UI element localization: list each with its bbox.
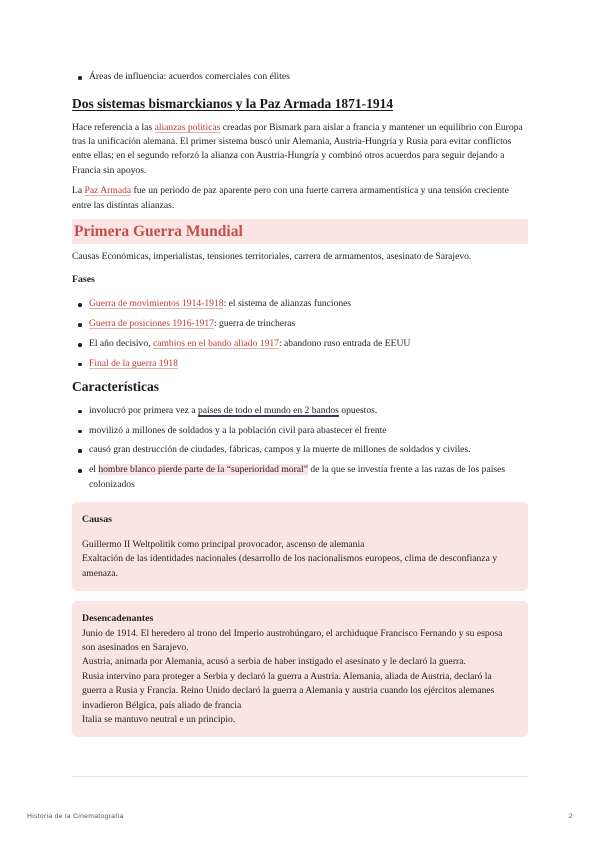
causes-summary: Causas Económicas, imperialistas, tensiones territoriales, carrera de armamentos, asesinato de Sarajevo.: [72, 251, 472, 263]
callout-title: Desencadenantes: [82, 612, 154, 624]
list-item: Áreas de influencia: acuerdos comerciales con élites: [72, 70, 528, 84]
list-item: involucró por primera vez a países de todo el mundo en 2 bandos opuestos.: [72, 404, 528, 418]
paragraph-paz-armada: La Paz Armada fue un periodo de paz aparente pero con una fuerte carrera armamentística y una tensión creciente entre las distintas alianzas.: [72, 185, 509, 211]
link-paz-armada[interactable]: Paz Armada: [84, 185, 132, 197]
phases-list: [72, 297, 528, 371]
phases-heading: Fases: [72, 273, 95, 285]
divider: [72, 776, 528, 777]
callout-causas: [72, 502, 528, 591]
highlighted-text: hombre blanco pierde parte de la “superioridad moral”: [98, 464, 308, 476]
section-heading-bismarck: Dos sistemas bismarckianos y la Paz Armada 1871-1914: [72, 96, 394, 112]
list-item: El año decisivo, cambios en el bando aliado 1917: abandono ruso entrada de EEUU: [72, 337, 528, 351]
list-item: Guerra de posiciones 1916-1917: guerra de trincheras: [72, 317, 528, 331]
characteristics-list: [72, 404, 528, 492]
callout-title: Causas: [82, 514, 112, 526]
callout-line: Guillermo II Weltpolitik como principal provocador, ascenso de alemania: [82, 538, 365, 550]
link-phase-posiciones[interactable]: Guerra de posiciones 1916-1917: [89, 318, 214, 330]
document-body: [72, 70, 528, 737]
page-number: 2: [568, 813, 573, 820]
characteristics-heading: Características: [72, 379, 159, 395]
list-item: el hombre blanco pierde parte de la “superioridad moral” de la que se investía frente a las razas de los países colonizados: [72, 463, 528, 492]
link-phase-cambios[interactable]: cambios en el bando aliado 1917: [152, 338, 279, 350]
paragraph-alliances: Hace referencia a las alianzas políticas creadas por Bismark para aislar a francia y mantener un equilibrio con Europa tras la unificación alemana. El primer sistema buscó unir Alemania, Austria-Hungría y Rusia para evitar conflictos entre ellas; en el segundo reforzó la alianza con Austria-Hungría y combinó otros acuerdos para seguir dejando a Francia sin apoyos.: [72, 121, 523, 176]
list-item: movilizó a millones de soldados y a la población civil para abastecer el frente: [72, 424, 528, 438]
callout-line: Austria, animada por Alemania, acusó a serbia de haber instigado el asesinato y le declaró la guerra.: [82, 656, 466, 668]
top-bullet-list: [72, 70, 528, 84]
section-heading-ww1: Primera Guerra Mundial: [72, 219, 528, 244]
list-item: [72, 357, 528, 371]
page-footer: [27, 812, 573, 822]
list-item: Guerra de movimientos 1914-1918: el sistema de alianzas funciones: [72, 297, 528, 311]
callout-line: Junio de 1914. El heredero al trono del Imperio austrohúngaro, el archiduque Francisco Fernando y su esposa son asesinados en Sarajevo.: [82, 627, 503, 654]
callout-line: Italia se mantuvo neutral e un principio.: [82, 713, 236, 725]
callout-line: Exaltación de las identidades nacionales (desarrollo de los nacionalismos europeos, clima de desconfianza y amenaza.: [82, 553, 498, 579]
underlined-text: países de todo el mundo en 2 bandos: [197, 404, 339, 416]
callout-desencadenantes: [72, 601, 528, 737]
link-alianzas-politicas[interactable]: alianzas políticas: [154, 121, 221, 133]
list-item: causó gran destrucción de ciudades, fábricas, campos y la muerte de millones de soldados y civiles.: [72, 443, 528, 457]
link-phase-final[interactable]: Final de la guerra 1918: [89, 357, 178, 369]
callout-line: Rusia intervino para proteger a Serbia y declaró la guerra a Austria. Alemania, aliada de Austria, declaró la guerra a Rusia y Francia. Reino Unido declaró la guerra a Alemania y austria cuando los ejércitos alemanes invadieron Bélgica, país aliado de francia: [82, 670, 495, 711]
footer-title: Historia de la Cinematografía: [27, 813, 124, 820]
link-phase-movimientos[interactable]: Guerra de movimientos 1914-1918: [89, 298, 224, 310]
